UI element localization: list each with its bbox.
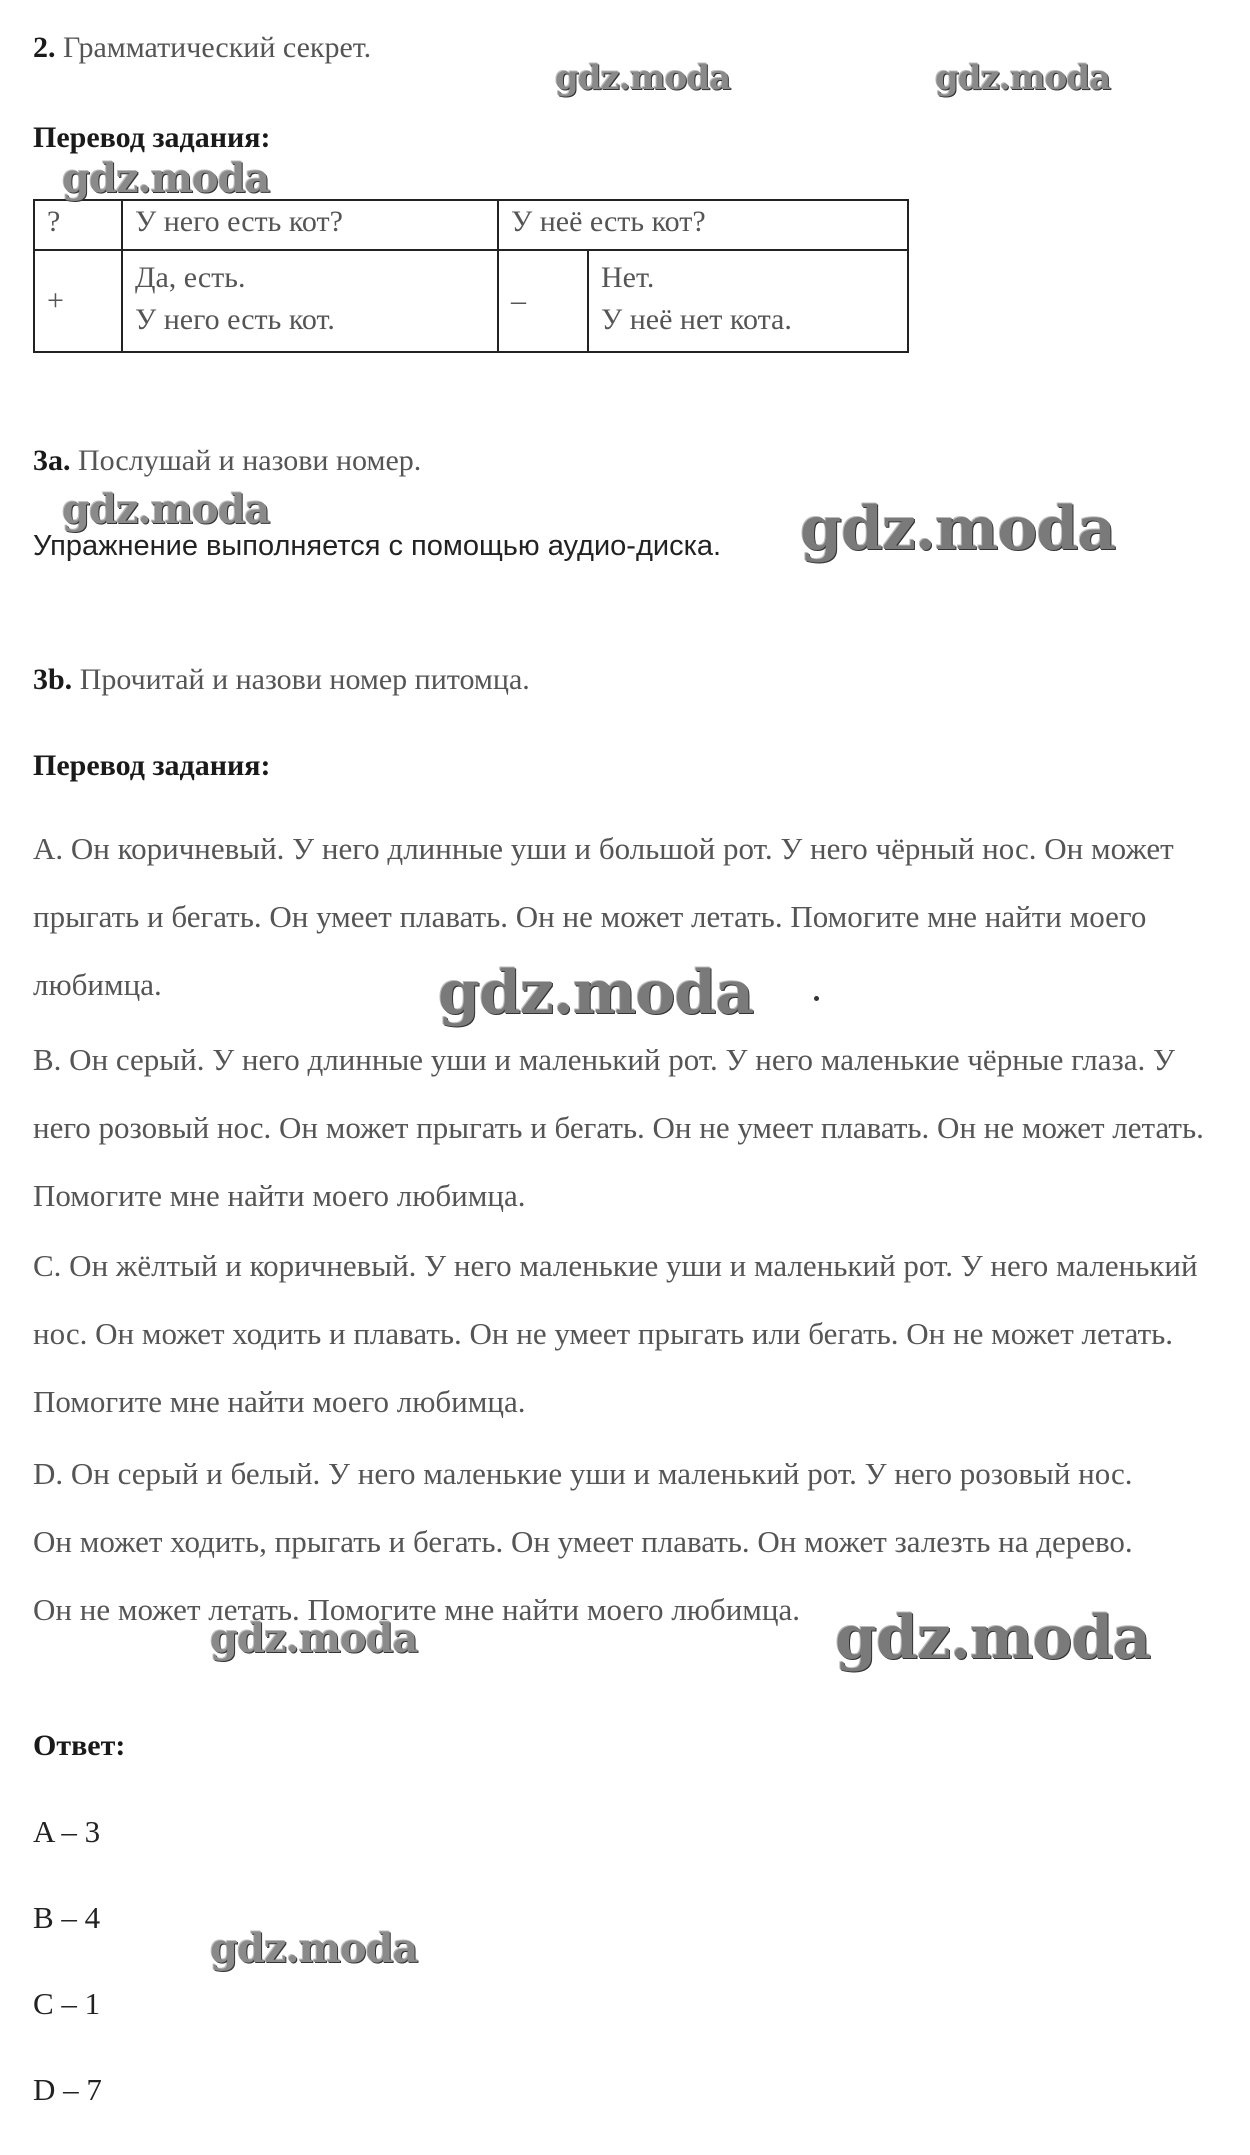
task-3a-note: Упражнение выполняется с помощью аудио-диска. xyxy=(33,530,722,562)
answer-heading: Ответ: xyxy=(33,1729,126,1762)
watermark-logo: gdz.moda xyxy=(210,1615,418,1662)
watermark-logo: gdz.moda xyxy=(62,486,270,533)
minus-answer-line-1: Нет. xyxy=(601,261,655,294)
paragraph-c: C. Он жёлтый и коричневый. У него маленькие уши и маленький рот. У него маленький нос. Он может ходить и плавать. Он не умеет прыгать или бегать. Он не может летать. Помогите мне найти моего любимца. xyxy=(33,1248,1198,1419)
watermark-logo: gdz.moda xyxy=(835,1603,1151,1673)
table-cell-minus-symbol: – xyxy=(498,250,588,352)
watermark-logo: gdz.moda xyxy=(438,958,754,1028)
answer-item-b: B – 4 xyxy=(33,1900,101,1935)
plus-answer-line-1: Да, есть. xyxy=(135,261,246,294)
watermark-logo: gdz.moda xyxy=(555,58,731,98)
watermark-logo: gdz.moda xyxy=(62,155,270,202)
answer-item-c: C – 1 xyxy=(33,1986,101,2021)
answer-item-d: D – 7 xyxy=(33,2072,102,2107)
answer-item-a: A – 3 xyxy=(33,1814,101,1849)
paragraph-b: B. Он серый. У него длинные уши и маленький рот. У него маленькие чёрные глаза. У него розовый нос. Он может прыгать и бегать. Он не умеет плавать. Он не может летать. Помогите мне найти моего любимца. xyxy=(33,1042,1204,1213)
task-3a-number: 3a. xyxy=(33,444,71,477)
table-cell-question-symbol: ? xyxy=(34,200,122,250)
paragraph-d: D. Он серый и белый. У него маленькие уши и маленький рот. У него розовый нос. Он может ходить, прыгать и бегать. Он умеет плавать. Он может залезть на дерево. Он не может летать. Помогите мне найти моего любимца. xyxy=(33,1456,1133,1627)
translation-heading-2: Перевод задания: xyxy=(33,749,271,782)
watermark-logo: gdz.moda xyxy=(800,494,1116,564)
grammar-table-row-question xyxy=(34,200,908,250)
task-3a-title: Послушай и назови номер. xyxy=(78,444,422,477)
table-cell-question-her: У неё есть кот? xyxy=(498,200,908,250)
table-cell-minus-answer xyxy=(588,250,908,352)
table-cell-plus-answer xyxy=(122,250,498,352)
plus-answer-line-2: У него есть кот. xyxy=(135,303,335,336)
watermark-logo: gdz.moda xyxy=(210,1925,418,1972)
task-2-header xyxy=(33,30,371,66)
task-2-number: 2. xyxy=(33,31,56,64)
stray-dot xyxy=(814,996,819,1001)
grammar-table xyxy=(33,199,909,353)
table-cell-plus-symbol: + xyxy=(34,250,122,352)
watermark-logo: gdz.moda xyxy=(935,58,1111,98)
paragraph-a: A. Он коричневый. У него длинные уши и большой рот. У него чёрный нос. Он может прыгать и бегать. Он умеет плавать. Он не может летать. Помогите мне найти моего любимца. xyxy=(33,831,1174,1002)
task-2-title: Грамматический секрет. xyxy=(63,31,372,64)
minus-answer-line-2: У неё нет кота. xyxy=(601,303,792,336)
task-3b-header xyxy=(33,662,530,698)
grammar-table-row-answers xyxy=(34,250,908,352)
translation-heading-1: Перевод задания: xyxy=(33,121,271,154)
task-3b-title: Прочитай и назови номер питомца. xyxy=(79,663,530,696)
task-3b-number: 3b. xyxy=(33,663,73,696)
table-cell-question-him: У него есть кот? xyxy=(122,200,498,250)
task-3a-header xyxy=(33,443,421,479)
